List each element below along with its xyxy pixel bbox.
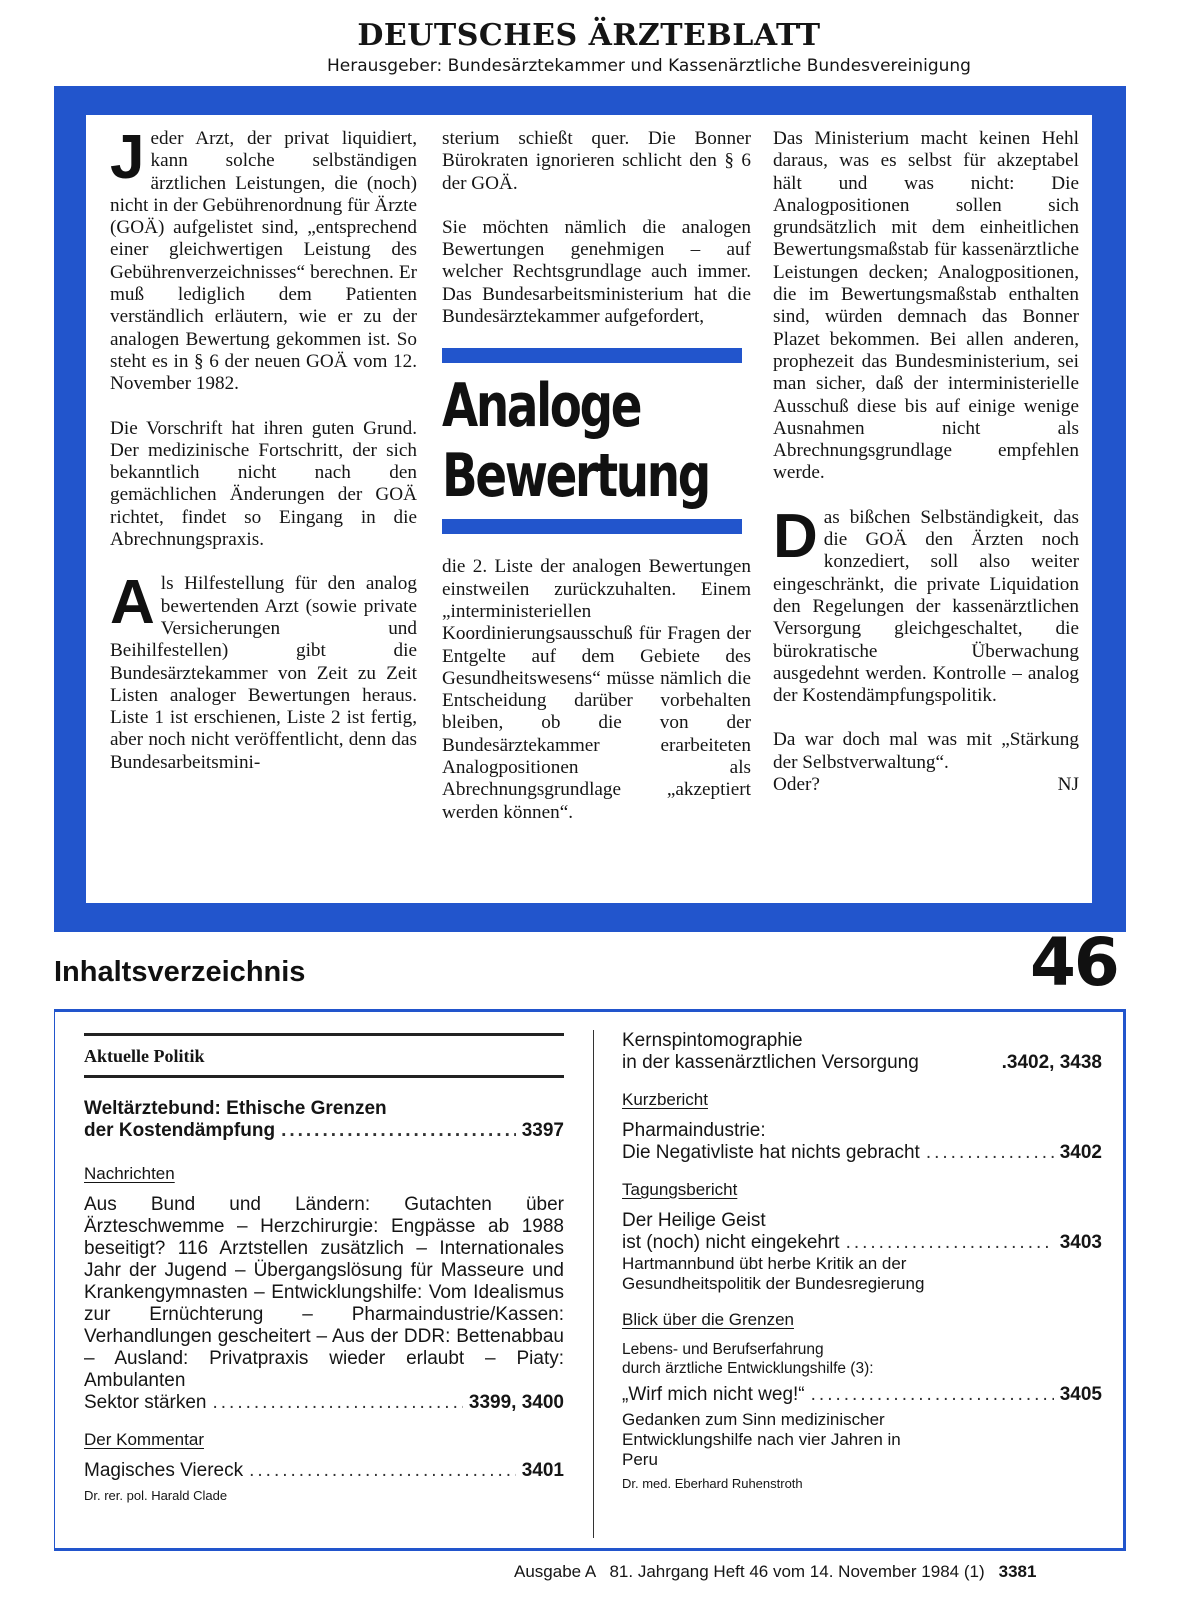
page-number: .3402, 3438: [1001, 1052, 1102, 1073]
editorial-paragraph: Die Vorschrift hat ihren guten Grund. Der medizinische Fortschritt, der sich bekanntlich nicht nach den gemächlichen Änderungen der GOÄ richtet, findet so Eingang in die Abrechnungspraxis.: [110, 417, 417, 551]
leader-dots: [846, 1232, 1054, 1254]
issue-number: 46: [1030, 924, 1118, 1001]
entry-title: Magisches Viereck: [84, 1460, 244, 1481]
editorial-paragraph: [773, 501, 1079, 708]
entry-title: der Kostendämpfung: [84, 1120, 276, 1141]
entry-summary: Gedanken zum Sinn medizinischer Entwicklungshilfe nach vier Jahren in Peru: [622, 1410, 901, 1469]
page-number: 3401: [521, 1460, 564, 1481]
editorial-paragraph: sterium schießt quer. Die Bonner Bürokraten ignorieren schlicht den § 6 der GOÄ.: [442, 128, 751, 194]
headline-bar-top: [442, 348, 742, 363]
edition-info: Ausgabe A 81. Jahrgang Heft 46 vom 14. November 1984 (1): [514, 1562, 985, 1581]
entry-summary: Hartmannbund übt herbe Kritik an der Gesundheitspolitik der Bundesregierung: [622, 1254, 925, 1293]
entry-title: Die Negativliste hat nichts gebracht: [622, 1142, 920, 1163]
entry-intro: Lebens- und Berufserfahrung: [622, 1341, 824, 1358]
page-footer: [514, 1562, 1036, 1582]
entry-title: Sektor stärken: [84, 1392, 207, 1413]
section-label-tagungsbericht: Tagungsbericht: [622, 1180, 738, 1199]
entry-title: ist (noch) nicht eingekehrt: [622, 1232, 840, 1253]
entry-title-line: Der Heilige Geist: [622, 1210, 766, 1231]
closing-paragraph: [773, 729, 1079, 774]
entry-intro: durch ärztliche Entwicklungshilfe (3):: [622, 1360, 874, 1377]
masthead: [0, 18, 1178, 78]
entry-title-line: [84, 1120, 564, 1142]
page-number-footer: 3381: [998, 1562, 1037, 1581]
paragraph-text: ls Hilfestellung für den analog bewertenden Arzt (sowie private Versicherungen und Beihilfestellen) gibt die Bundesärztekammer von Zeit zu Zeit Listen analoger Bewertungen heraus. Liste 1 ist erschienen, Liste 2 ist fertig, aber noch nicht veröffentlicht, denn das Bundesarbeitsmini-: [110, 573, 417, 773]
page-number: 3399, 3400: [468, 1392, 564, 1413]
headline-line-2: Bewertung: [442, 441, 709, 512]
toc-right-column: [622, 1030, 1102, 1492]
editorial-paragraph: die 2. Liste der analogen Bewertungen einstweilen zurückzuhalten. Einem „interministeriellen Koordinierungsausschuß für Fragen der Entgelte auf dem Gebiete des Gesundheitswesens“ müsse nämlich die Entscheidung darüber vorbehalten bleiben, ob die von der Bundesärztekammer erarbeiteten Analogpositionen als Abrechnungsgrundlage „akzeptiert werden können“.: [442, 556, 751, 823]
entry-title-line: [84, 1460, 564, 1482]
entry-title-line: [622, 1142, 1102, 1164]
leader-dots: [281, 1120, 516, 1142]
editorial-paragraph: Sie möchten nämlich die analogen Bewertungen genehmigen – auf welcher Rechtsgrundlage auch immer. Das Bundesarbeitsministerium hat die Bundesärztekammer aufgefordert,: [442, 216, 751, 328]
entry-title-line: [622, 1052, 1102, 1074]
toc-entry-pharmaindustrie[interactable]: [622, 1120, 1102, 1164]
editorial-paragraph: [110, 568, 417, 774]
section-label-aktuelle-politik: Aktuelle Politik: [84, 1046, 205, 1066]
drop-cap: D: [773, 501, 818, 571]
entry-author: Dr. rer. pol. Harald Clade: [84, 1488, 228, 1503]
author-signature: NJ: [1057, 774, 1079, 796]
toc-entry-heiliger-geist[interactable]: [622, 1210, 1102, 1294]
editorial-paragraph: [110, 123, 417, 396]
toc-entry-weltaerztebund[interactable]: [84, 1098, 564, 1142]
entry-title-line: [622, 1232, 1102, 1254]
headline-block: [442, 348, 751, 534]
editorial-column-3: [773, 128, 1079, 796]
leader-dots: [249, 1460, 516, 1482]
page-number: 3397: [521, 1120, 564, 1141]
section-label-kurzbericht: Kurzbericht: [622, 1090, 708, 1109]
toc-column-divider: [593, 1030, 594, 1538]
toc-heading: Inhaltsverzeichnis: [54, 956, 306, 988]
toc-entry-kommentar[interactable]: [84, 1460, 564, 1504]
entry-title-line: Weltärztebund: Ethische Grenzen: [84, 1098, 387, 1119]
journal-title: DEUTSCHES ÄRZTEBLATT: [357, 18, 821, 53]
entry-title-line: [622, 1384, 1102, 1406]
drop-cap: A: [110, 568, 155, 638]
editorial-paragraph: Das Ministerium macht keinen Hehl daraus, was es selbst für akzeptabel hält und was nicht: Die Analogpositionen sollen sich grundsätzlich mit dem einheitlichen Bewertungsmaßstab für kassenärztliche Leistungen decken; Analogpositionen, die im Bewertungsmaßstab enthalten sind, würden demnach das Bonner Plazet bekommen. Bei allen anderen, prophezeit das Bundesministerium, sei man sicher, daß der interministerielle Ausschuß diese bis auf einige wenige Ausnahmen nicht als Abrechnungsgrundlage empfehlen werde.: [773, 128, 1079, 484]
entry-title-line: Kernspintomographie: [622, 1030, 803, 1051]
headline-line-1: Analoge: [442, 371, 641, 442]
entry-title-line: Pharmaindustrie:: [622, 1120, 766, 1141]
entry-title: in der kassenärztlichen Versorgung: [622, 1052, 919, 1073]
section-label-blick-ueber-die-grenzen: Blick über die Grenzen: [622, 1310, 794, 1329]
closing-question: Oder?: [773, 774, 820, 796]
closing-text: Da war doch mal was mit „Stärkung der Selbstverwaltung“.: [773, 729, 1079, 773]
editorial-column-1: [110, 123, 417, 774]
toc-entry-kernspintomographie[interactable]: [622, 1030, 1102, 1074]
drop-cap: J: [110, 123, 145, 192]
section-label-nachrichten: Nachrichten: [84, 1164, 175, 1183]
entry-author: Dr. med. Eberhard Ruhenstroth: [622, 1476, 803, 1491]
page-number: 3403: [1059, 1232, 1102, 1253]
page-number: 3402: [1059, 1142, 1102, 1163]
editorial-column-2: [442, 128, 751, 824]
signature-line: [773, 774, 1079, 796]
section-label-kommentar: Der Kommentar: [84, 1430, 204, 1449]
paragraph-text: as bißchen Selbständigkeit, das die GOÄ den Ärzten noch konzediert, soll also weiter eingeschränkt, die private Liquidation den Regelungen der kassenärztlichen Versorgung gleichgeschaltet, die bürokratische Überwachung ausgedehnt werden. Kontrolle – analog der Kostendämpfungspolitik.: [773, 506, 1079, 707]
entry-summary: Aus Bund und Ländern: Gutachten über Ärzteschwemme – Herzchirurgie: Engpässe ab 1988 beseitigt? 116 Arztstellen zusätzlich – Internationales Jahr der Jugend – Übergangslösung für Masseure und Krankengymnasten – Entwicklungshilfe: Vom Idealismus zur Ernüchterung – Pharmaindustrie/Kassen: Verhandlungen gescheitert – Aus der DDR: Bettenabbau – Ausland: Privatpraxis wieder erlaubt – Piaty: Ambulanten: [84, 1194, 564, 1391]
entry-title: „Wirf mich nicht weg!“: [622, 1384, 805, 1405]
publisher-line: Herausgeber: Bundesärztekammer und Kassenärztliche Bundesvereinigung: [327, 56, 971, 76]
headline-bar-bottom: [442, 519, 742, 534]
toc-entry-wirf-mich-nicht-weg[interactable]: [622, 1340, 1102, 1492]
entry-title-line: [84, 1392, 564, 1414]
leader-dots: [811, 1384, 1054, 1406]
paragraph-text: eder Arzt, der privat liquidiert, kann solche selbständigen ärztlichen Leistungen, die (noch) nicht in der Gebührenordnung für Ärzte (GOÄ) aufgelistet sind, „entsprechend einer gleichwertigen Leistung des Gebührenverzeichnisses“ berechnen. Er muß lediglich dem Patienten verständlich erläutern, wie er zu der analogen Bewertung gekommen ist. So steht es in § 6 der neuen GOÄ vom 12. November 1982.: [110, 128, 417, 395]
leader-dots: [213, 1392, 463, 1414]
section-rule: [84, 1075, 564, 1078]
page-number: 3405: [1059, 1384, 1102, 1405]
toc-entry-nachrichten[interactable]: [84, 1194, 564, 1414]
toc-left-column: [84, 1033, 564, 1504]
leader-dots: [926, 1142, 1054, 1164]
